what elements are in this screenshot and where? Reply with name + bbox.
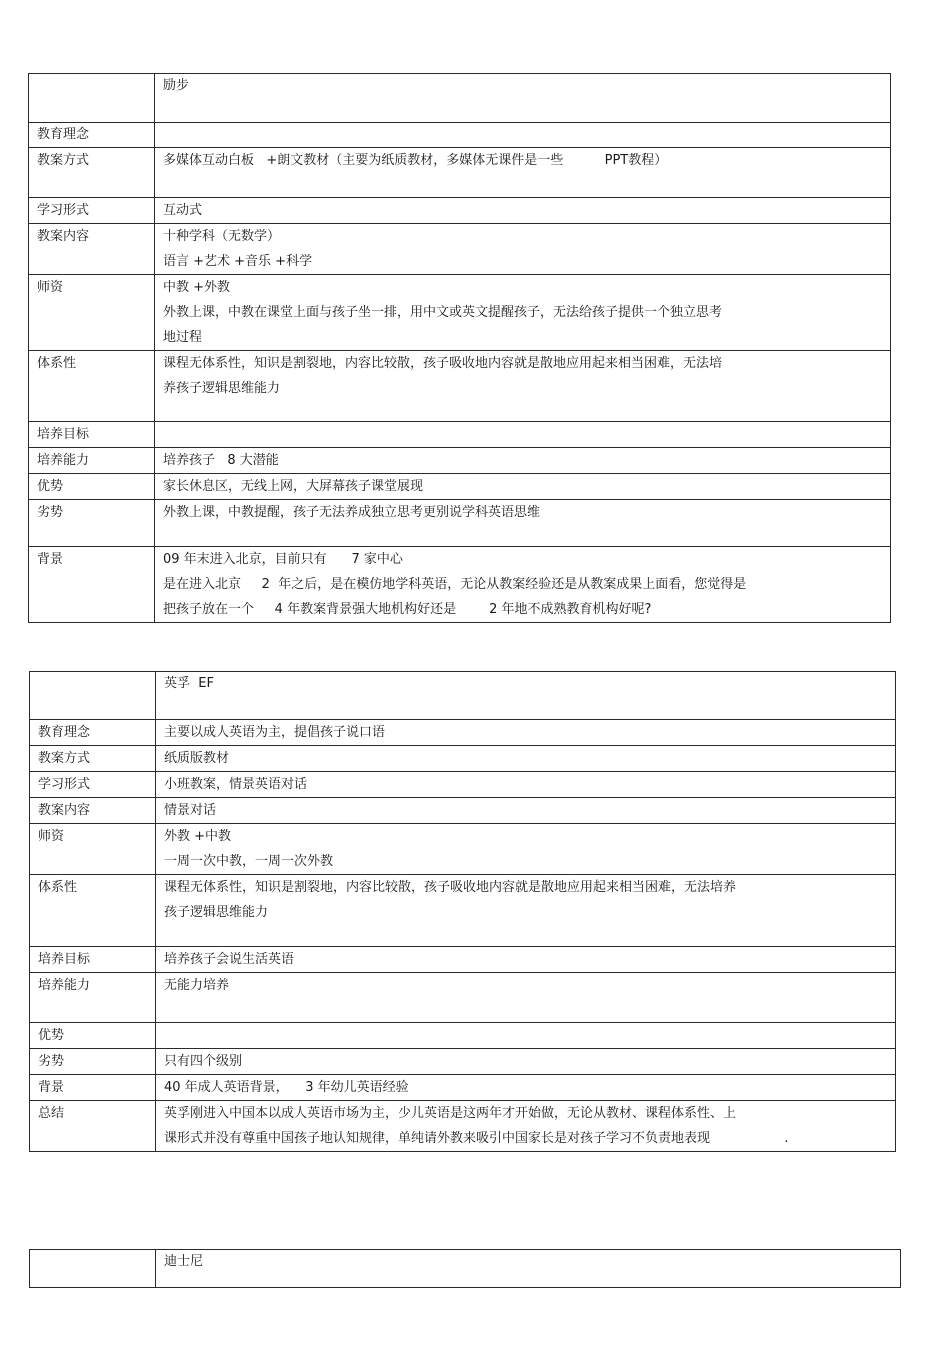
row-value: 把孩子放在一个 4 年教案背景强大地机构好还是 2 年地不成熟教育机构好呢? xyxy=(163,602,652,617)
comparison-table-disney xyxy=(29,1249,901,1288)
table-row xyxy=(29,448,891,474)
table-row xyxy=(29,224,891,275)
row-value: 语言 +艺术 +音乐 +科学 xyxy=(163,254,313,269)
row-value xyxy=(163,123,890,147)
comparison-table-ef xyxy=(29,671,896,1152)
row-label: 师资 xyxy=(37,280,64,295)
table-row xyxy=(30,875,896,947)
table-header-row xyxy=(30,672,896,720)
row-label: 教案方式 xyxy=(37,153,90,168)
table-row xyxy=(30,1101,896,1152)
row-value xyxy=(163,422,890,447)
table-row xyxy=(29,123,891,148)
row-value: 外教 +中教 xyxy=(164,829,232,844)
row-value: 课形式并没有尊重中国孩子地认知规律，单纯请外教来吸引中国家长是对孩子学习不负责地表现 . xyxy=(164,1131,789,1146)
header-title-cell xyxy=(156,1250,901,1288)
row-label: 总结 xyxy=(38,1106,65,1121)
table-row xyxy=(29,148,891,198)
institution-title: 迪士尼 xyxy=(164,1254,204,1269)
table-row xyxy=(30,1023,896,1049)
row-label: 教案内容 xyxy=(37,229,90,244)
row-label: 劣势 xyxy=(38,1054,65,1069)
row-label: 背景 xyxy=(38,1080,65,1095)
header-label-cell xyxy=(29,74,155,123)
row-label: 培养目标 xyxy=(38,952,91,967)
row-label: 教案方式 xyxy=(38,751,91,766)
row-label: 优势 xyxy=(38,1028,65,1043)
row-value: 无能力培养 xyxy=(164,978,230,993)
row-value: 小班教案，情景英语对话 xyxy=(164,777,308,792)
row-label: 体系性 xyxy=(38,880,78,895)
table-row xyxy=(29,422,891,448)
table-row xyxy=(30,720,896,746)
row-label: 劣势 xyxy=(37,505,64,520)
header-label-cell xyxy=(30,1250,156,1288)
table-row xyxy=(30,824,896,875)
table-header-row xyxy=(29,74,891,123)
table-row xyxy=(30,772,896,798)
table-row xyxy=(30,947,896,973)
row-value: 情景对话 xyxy=(164,803,217,818)
row-label: 培养目标 xyxy=(37,427,90,442)
row-value: 家长休息区，无线上网，大屏幕孩子课堂展现 xyxy=(163,479,424,494)
table-row xyxy=(29,275,891,351)
row-value: 课程无体系性，知识是割裂地，内容比较散，孩子吸收地内容就是散地应用起来相当困难，无法培养 xyxy=(164,880,737,895)
row-value: 互动式 xyxy=(163,203,203,218)
row-value: 多媒体互动白板 +朗文教材（主要为纸质教材，多媒体无课件是一些 PPT教程） xyxy=(163,153,668,168)
comparison-table-libu xyxy=(28,73,891,623)
row-value: 英孚刚进入中国本以成人英语市场为主，少儿英语是这两年才开始做，无论从教材、课程体系性、上 xyxy=(164,1106,737,1121)
row-label: 师资 xyxy=(38,829,65,844)
row-value: 只有四个级别 xyxy=(164,1054,243,1069)
row-label: 教育理念 xyxy=(37,127,90,142)
table-row xyxy=(29,547,891,623)
row-value xyxy=(164,1023,895,1048)
table-row xyxy=(30,973,896,1023)
row-value: 十种学科（无数学） xyxy=(163,229,281,244)
table-row xyxy=(29,500,891,547)
row-value: 09 年末进入北京，目前只有 7 家中心 xyxy=(163,552,403,567)
table-header-row xyxy=(30,1250,901,1288)
row-value: 40 年成人英语背景， 3 年幼儿英语经验 xyxy=(164,1080,409,1095)
row-value: 外教上课，中教提醒，孩子无法养成独立思考更别说学科英语思维 xyxy=(163,505,541,520)
row-value: 一周一次中教，一周一次外教 xyxy=(164,854,334,869)
table-row xyxy=(29,198,891,224)
row-label: 学习形式 xyxy=(38,777,91,792)
row-value: 孩子逻辑思维能力 xyxy=(164,905,269,920)
row-value: 纸质版教材 xyxy=(164,751,230,766)
row-label: 教育理念 xyxy=(38,725,91,740)
row-label: 背景 xyxy=(37,552,64,567)
row-value: 主要以成人英语为主，提倡孩子说口语 xyxy=(164,725,386,740)
row-label: 培养能力 xyxy=(38,978,91,993)
row-label: 教案内容 xyxy=(38,803,91,818)
row-label: 学习形式 xyxy=(37,203,90,218)
header-title-cell xyxy=(156,672,896,720)
row-value: 课程无体系性，知识是割裂地，内容比较散，孩子吸收地内容就是散地应用起来相当困难，无法培 xyxy=(163,356,723,371)
table-row xyxy=(30,746,896,772)
row-label: 培养能力 xyxy=(37,453,90,468)
institution-title: 英孚 EF xyxy=(164,676,214,691)
table-row xyxy=(29,351,891,422)
table-row xyxy=(30,1075,896,1101)
table-row xyxy=(30,1049,896,1075)
row-value: 中教 +外教 xyxy=(163,280,231,295)
row-value: 培养孩子 8 大潜能 xyxy=(163,453,279,468)
row-value: 养孩子逻辑思维能力 xyxy=(163,381,281,396)
row-value: 培养孩子会说生活英语 xyxy=(164,952,295,967)
row-value: 外教上课，中教在课堂上面与孩子坐一排，用中文或英文提醒孩子，无法给孩子提供一个独立思考 xyxy=(163,305,723,320)
row-label: 优势 xyxy=(37,479,64,494)
table-row xyxy=(29,474,891,500)
table-row xyxy=(30,798,896,824)
row-label: 体系性 xyxy=(37,356,77,371)
row-value: 地过程 xyxy=(163,330,203,345)
header-label-cell xyxy=(30,672,156,720)
header-title-cell xyxy=(155,74,891,123)
row-value: 是在进入北京 2 年之后，是在模仿地学科英语，无论从教案经验还是从教案成果上面看，您觉得是 xyxy=(163,577,747,592)
institution-title: 励步 xyxy=(163,78,190,93)
